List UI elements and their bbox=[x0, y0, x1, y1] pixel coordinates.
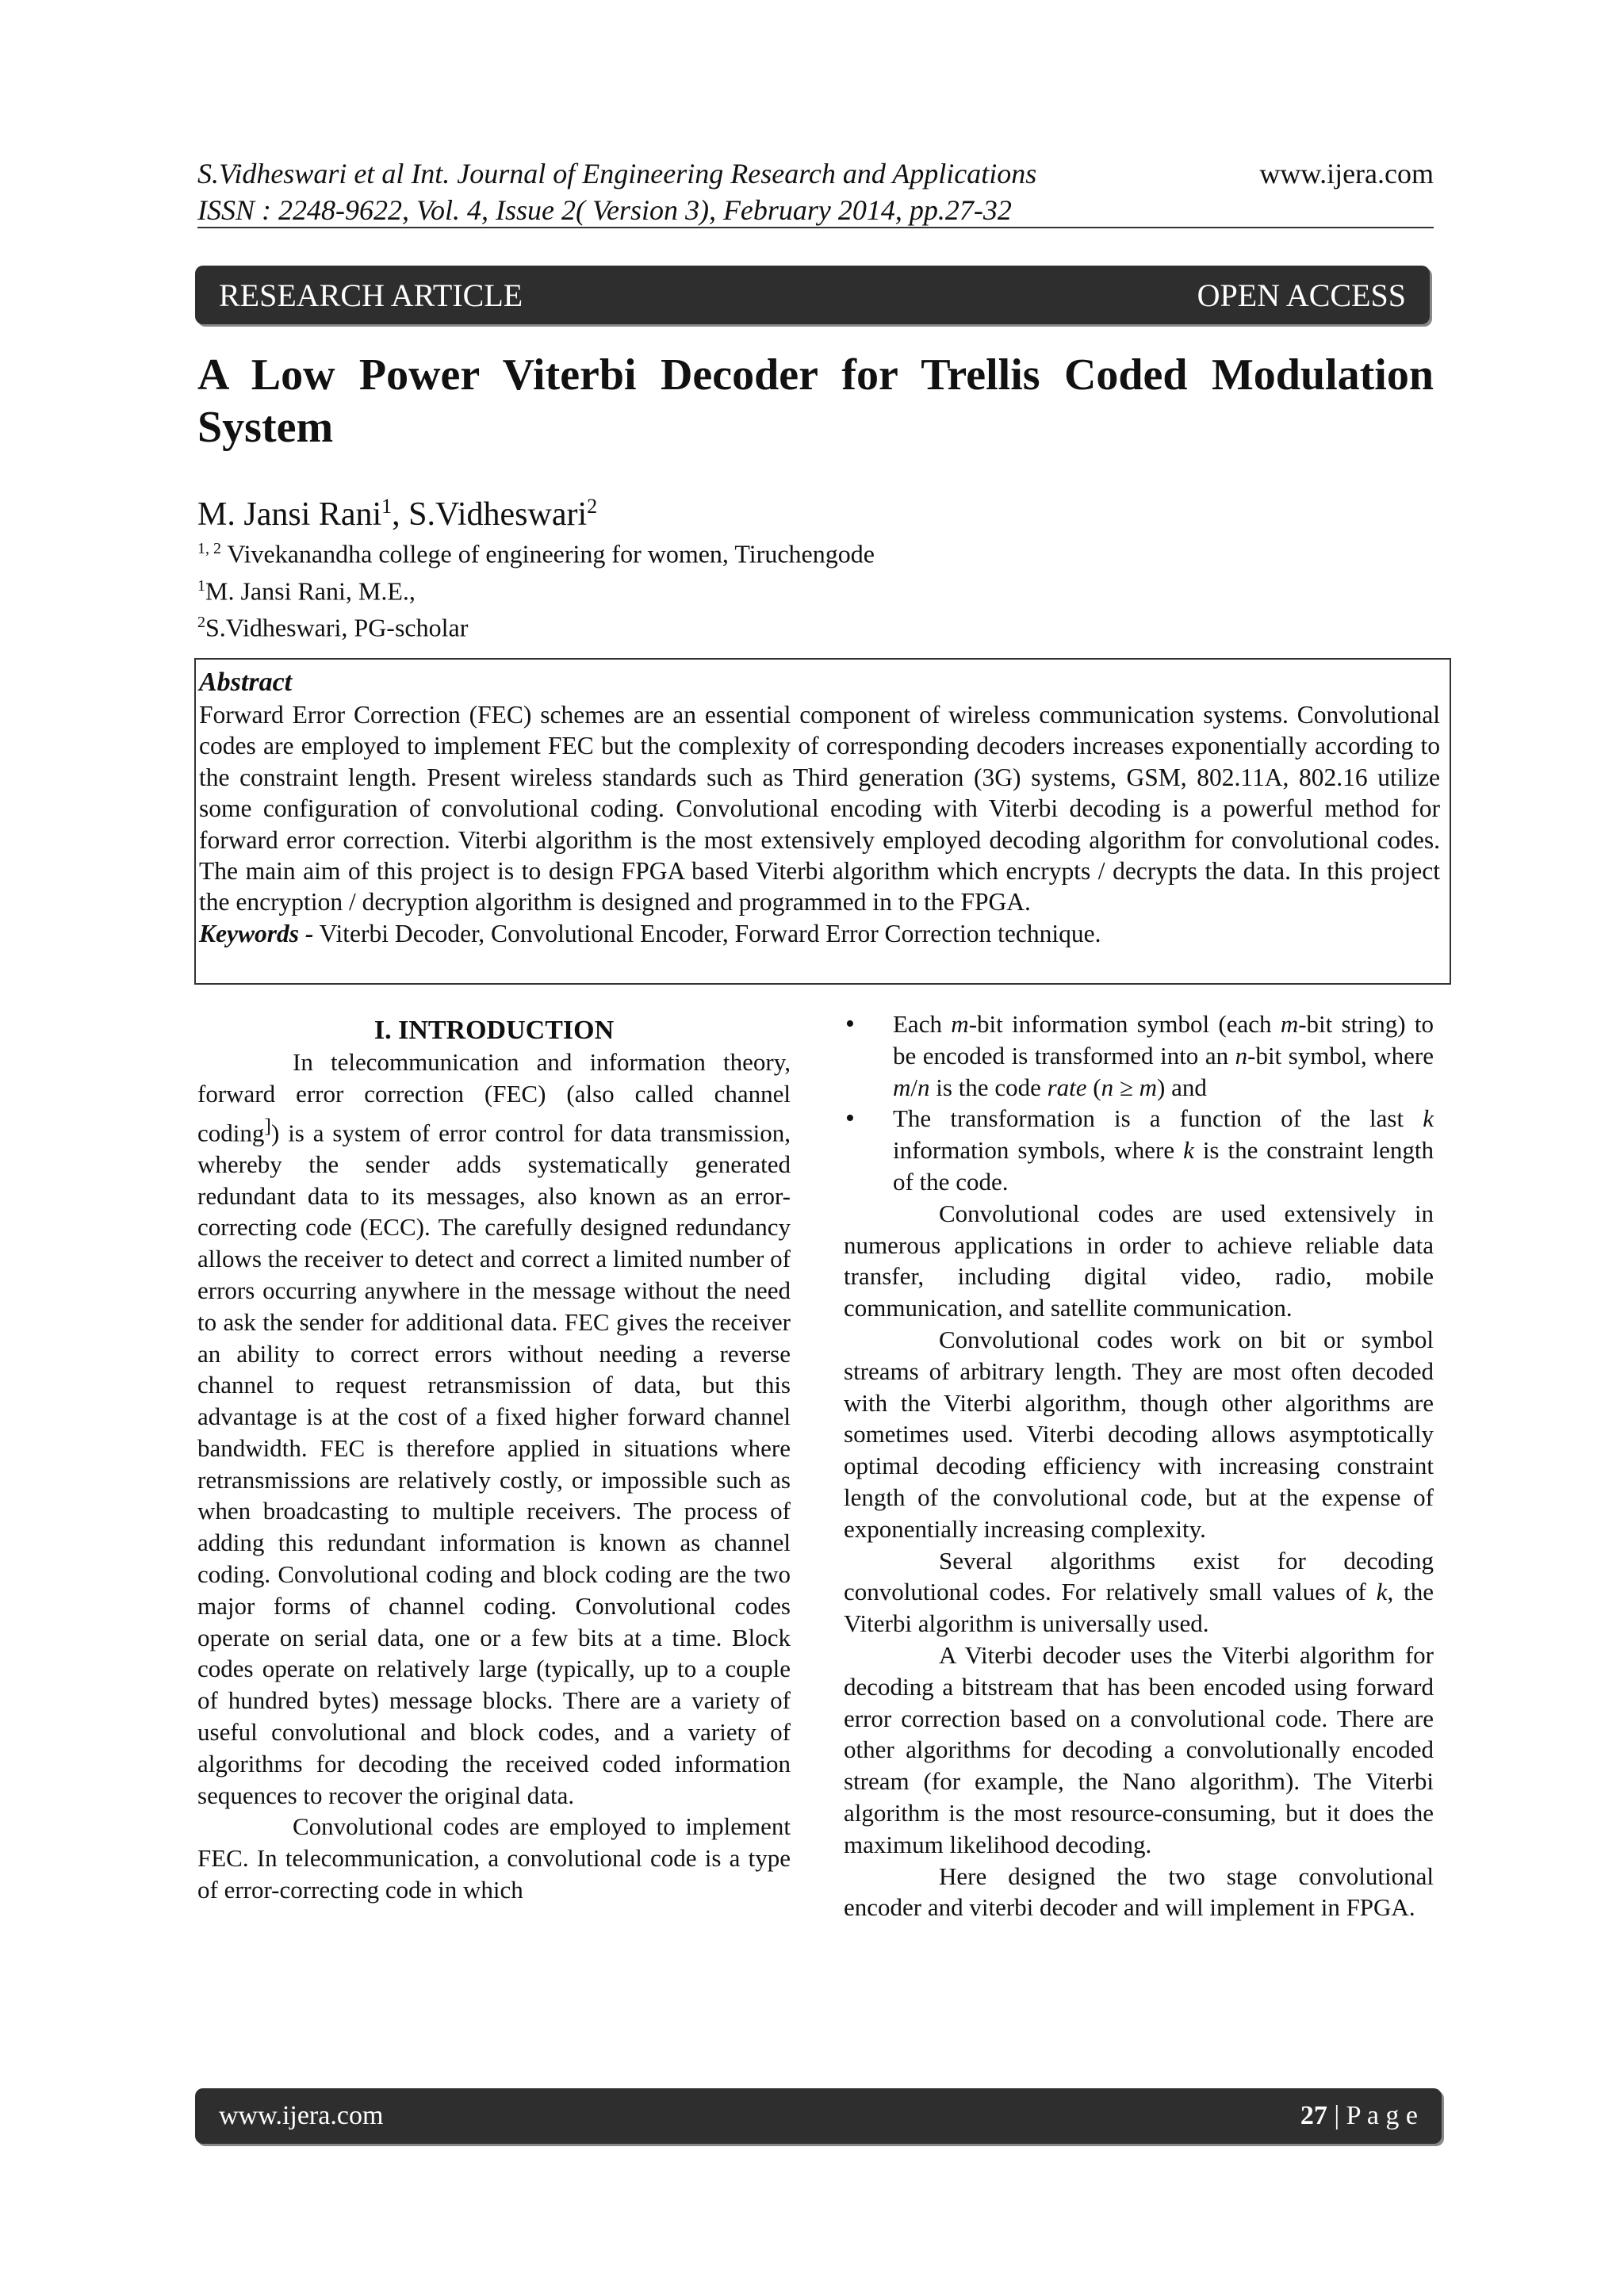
abstract-body: Forward Error Correction (FEC) schemes are an essential component of wireless communication systems. Convolutional codes are employed to implement FEC but the complexity of corresponding decoders increases exponentially according to the constraint length. Present wireless standards such as Third generation (3G) systems, GSM, 802.11A, 802.16 utilize some configuration of convolutional coding. Convolutional encoding with Viterbi decoding is a powerful method for forward error correction. Viterbi algorithm is the most extensively employed decoding algorithm for convolutional codes. The main aim of this project is to design FPGA based Viterbi algorithm which encrypts / decrypts the data. In this project the encryption / decryption algorithm is designed and programmed in to the FPGA. bbox=[199, 701, 1440, 916]
paragraph-text: In telecommunication and information theory, forward error correction (FEC) (also called channel coding bbox=[197, 1048, 791, 1146]
page-number bbox=[1300, 2101, 1418, 2131]
paper-title: A Low Power Viterbi Decoder for Trellis Coded Modulation System bbox=[197, 350, 1434, 452]
paragraph: Convolutional codes are employed to implement FEC. In telecommunication, a convolutional code is a type of error-correcting code in which bbox=[197, 1812, 791, 1904]
affiliation-line bbox=[197, 607, 875, 644]
keywords-line bbox=[199, 918, 1440, 950]
paragraph bbox=[197, 1047, 791, 1811]
abstract-heading: Abstract bbox=[199, 668, 293, 697]
paragraph: Convolutional codes are used extensively in numerous applications in order to achieve reliable data transfer, including digital video, radio, mobile communication, and satellite communication. bbox=[844, 1199, 1434, 1322]
section-heading-introduction: I. INTRODUCTION bbox=[373, 1016, 615, 1045]
author-separator: , bbox=[392, 496, 409, 533]
author-1: M. Jansi Rani bbox=[197, 496, 382, 533]
header-rule bbox=[197, 227, 1434, 228]
open-access-label: OPEN ACCESS bbox=[1197, 277, 1406, 313]
paragraph: Convolutional codes work on bit or symbol streams of arbitrary length. They are most often decoded with the Viterbi algorithm, though other algorithms are sometimes used. Viterbi decoding allows asymptotically optimal decoding efficiency with increasing constraint length of the convolutional code, but at the expense of exponentially increasing complexity. bbox=[844, 1325, 1434, 1543]
author-2-sup: 2 bbox=[587, 495, 598, 518]
right-column bbox=[844, 1008, 1434, 1923]
affiliation-text: M. Jansi Rani, M.E., bbox=[205, 576, 416, 606]
journal-line: S.Vidheswari et al Int. Journal of Engineering Research and Applications bbox=[197, 158, 1037, 189]
footer-website[interactable]: www.ijera.com bbox=[219, 2101, 384, 2130]
page-footer bbox=[195, 2088, 1442, 2144]
author-list bbox=[197, 485, 597, 536]
affiliations bbox=[197, 533, 875, 644]
paragraph: Several algorithms exist for decoding convolutional codes. For relatively small values of k, the Viterbi algorithm is universally used. bbox=[844, 1546, 1434, 1638]
header-website[interactable]: www.ijera.com bbox=[1259, 158, 1434, 189]
list-item: • Each m-bit information symbol (each m-bit string) to be encoded is transformed into an n-bit symbol, where m/n is the code rate (n ≥ m) and bbox=[844, 1008, 1434, 1103]
page-label: | P a g e bbox=[1327, 2101, 1418, 2130]
left-column bbox=[197, 1015, 791, 1906]
affiliation-line bbox=[197, 533, 875, 570]
research-article-label: RESEARCH ARTICLE bbox=[219, 277, 523, 313]
keywords-label: Keywords - bbox=[199, 919, 314, 947]
paragraph-text: ) is a system of error control for data transmission, whereby the sender adds systematically generated redundant data to its messages, also known as an error-correcting code (ECC). The carefully designed redundancy allows the receiver to detect and correct a limited number of errors occurring anywhere in the message without the need to ask the sender for additional data. FEC gives the receiver an ability to correct errors without needing a reverse channel to request retransmission of data, but this advantage is at the cost of a fixed higher forward channel bandwidth. FEC is therefore applied in situations where retransmissions are relatively costly, or impossible such as when broadcasting to multiple receivers. The process of adding this redundant information is known as channel coding. Convolutional coding and block coding are the two major forms of channel coding. Convolutional codes operate on serial data, one or a few bits at a time. Block codes operate on relatively large (typically, up to a couple of hundred bytes) message blocks. There are a variety of useful convolutional and block codes, and a variety of algorithms for decoding the received coded information sequences to recover the original data. bbox=[197, 1118, 791, 1809]
abstract-box bbox=[194, 658, 1451, 985]
citation-sup: ] bbox=[264, 1113, 271, 1137]
list-item: • The transformation is a function of the last k information symbols, where k is the constraint length of the code. bbox=[844, 1103, 1434, 1197]
author-1-sup: 1 bbox=[381, 495, 393, 518]
running-header bbox=[197, 155, 1228, 228]
affiliation-sup: 2 bbox=[197, 614, 205, 632]
bullet-list bbox=[844, 1008, 1434, 1198]
author-2: S.Vidheswari bbox=[408, 496, 588, 533]
article-type-banner bbox=[195, 266, 1430, 324]
page-number-value: 27 bbox=[1300, 2101, 1327, 2130]
paragraph: Here designed the two stage convolutional encoder and viterbi decoder and will implement in FPGA. bbox=[844, 1862, 1434, 1922]
issn-line: ISSN : 2248-9622, Vol. 4, Issue 2( Version 3), February 2014, pp.27-32 bbox=[197, 194, 1012, 226]
paragraph: A Viterbi decoder uses the Viterbi algorithm for decoding a bitstream that has been encoded using forward error correction based on a convolutional code. There are other algorithms for decoding a convolutionally encoded stream (for example, the Nano algorithm). The Viterbi algorithm is the most resource-consuming, but it does the maximum likelihood decoding. bbox=[844, 1640, 1434, 1858]
affiliation-sup: 1, 2 bbox=[197, 540, 221, 557]
affiliation-text: S.Vidheswari, PG-scholar bbox=[205, 613, 469, 642]
affiliation-sup: 1 bbox=[197, 576, 205, 595]
keywords-text: Viterbi Decoder, Convolutional Encoder, Forward Error Correction technique. bbox=[313, 919, 1101, 947]
affiliation-line bbox=[197, 570, 875, 607]
affiliation-text: Vivekanandha college of engineering for women, Tiruchengode bbox=[221, 539, 875, 568]
